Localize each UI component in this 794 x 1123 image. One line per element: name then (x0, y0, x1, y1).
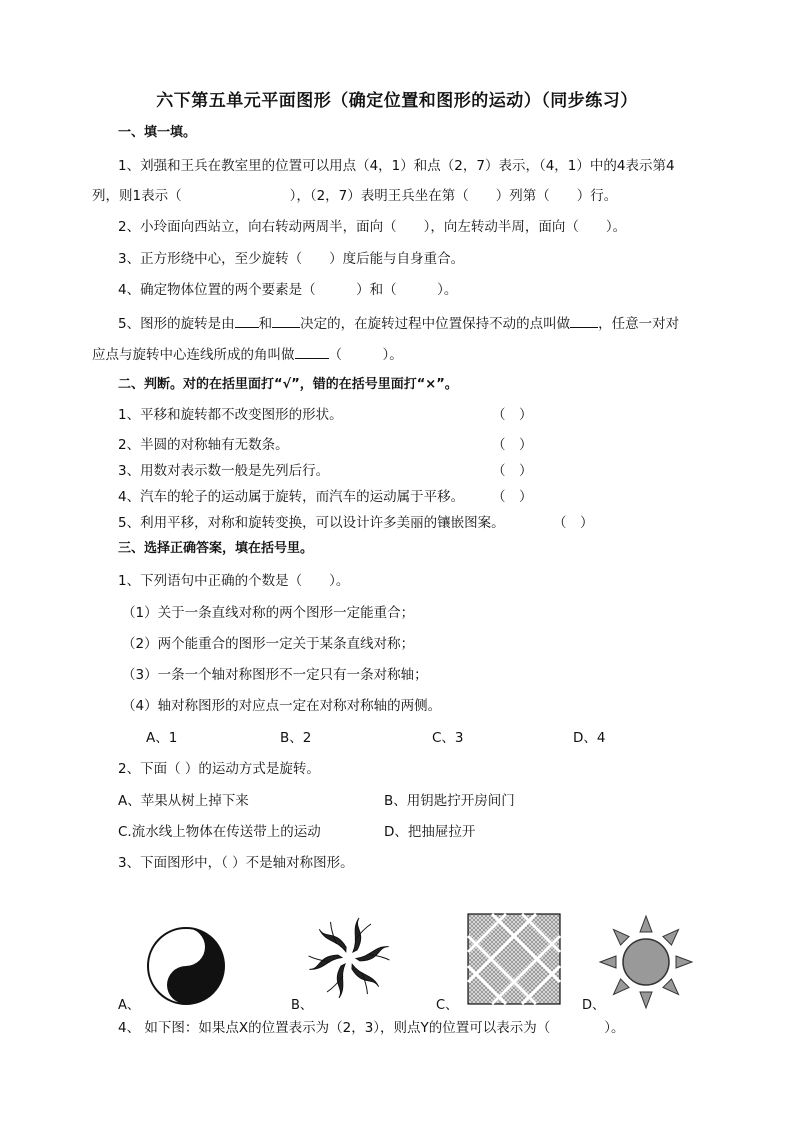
s1-q5-line2 (92, 344, 403, 364)
s1-q1-line2: 列，则1表示（ ），（2，7）表明王兵坐在第（ ）列第（ ）行。 (92, 188, 618, 204)
s2-item-1-paren[interactable]: （ ） (492, 407, 533, 423)
s3-q1: 1、下列语句中正确的个数是（ ）。 (118, 573, 350, 589)
s1-q5-line1 (118, 313, 679, 333)
s3-q2: 2、下面（ ）的运动方式是旋转。 (118, 761, 320, 777)
sun-figure (598, 914, 694, 1010)
s2-item-2: 2、半圆的对称轴有无数条。 (118, 437, 289, 453)
section3-heading: 三、选择正确答案，填在括号里。 (118, 541, 314, 556)
s2-item-4-paren[interactable]: （ ） (492, 489, 533, 505)
answer-blank[interactable] (570, 313, 598, 328)
page-title: 六下第五单元平面图形（确定位置和图形的运动）（同步练习） (156, 91, 638, 111)
s3-q2-option-b[interactable]: B、用钥匙拧开房间门 (384, 793, 515, 809)
s3-q1-option-b[interactable]: B、2 (280, 730, 312, 746)
answer-blank[interactable] (272, 313, 300, 328)
s1-q1-line1: 1、刘强和王兵在教室里的位置可以用点（4，1）和点（2，7）表示，（4，1）中的4表示第4 (118, 158, 675, 174)
s2-item-2-paren[interactable]: （ ） (492, 437, 533, 453)
section2-heading: 二、判断。对的在括里面打“√”，错的在括号里面打“×”。 (118, 377, 458, 392)
s3-q1-statement-2: （2）两个能重合的图形一定关于某条直线对称； (122, 636, 415, 652)
s3-q3-option-d[interactable]: D、 (582, 998, 606, 1013)
s3-q1-statement-1: （1）关于一条直线对称的两个图形一定能重合； (122, 605, 415, 621)
s3-q2-option-c[interactable]: C.流水线上物体在传送带上的运动 (118, 824, 321, 840)
s1-q4: 4、确定物体位置的两个要素是（ ）和（ ）。 (118, 282, 458, 298)
s2-item-3-paren[interactable]: （ ） (492, 463, 533, 479)
s3-q3-option-a[interactable]: A、 (118, 998, 140, 1013)
s3-q1-statement-3: （3）一条一个轴对称图形不一定只有一条对称轴； (122, 667, 428, 683)
s1-q2: 2、小玲面向西站立，向右转动两周半，面向（ ），向左转动半周，面向（ ）。 (118, 219, 627, 235)
s1-q5-part-a: 5、图形的旋转是由 (118, 316, 235, 332)
s2-item-5: 5、利用平移，对称和旋转变换，可以设计许多美丽的镶嵌图案。 (118, 515, 505, 531)
s1-q5-part-c: 决定的，在旋转过程中位置保持不动的点叫做 (300, 316, 571, 332)
s2-item-5-paren[interactable]: （ ） (553, 515, 594, 531)
s1-q3: 3、正方形绕中心，至少旋转（ ）度后能与自身重合。 (118, 251, 465, 267)
s3-q3: 3、下面图形中，（ ）不是轴对称图形。 (118, 855, 354, 871)
s2-item-3: 3、用数对表示数一般是先列后行。 (118, 463, 330, 479)
section1-heading: 一、填一填。 (118, 125, 197, 140)
s3-q1-option-d[interactable]: D、4 (573, 730, 606, 746)
s3-q1-option-c[interactable]: C、3 (432, 730, 464, 746)
s1-q5-part-b: 和 (258, 316, 273, 332)
s1-q5-part-d: ，任意一对对 (598, 316, 680, 332)
s3-q4: 4、 如下图：如果点X的位置表示为（2，3），则点Y的位置可以表示为（ ）。 (118, 1020, 625, 1036)
yin-yang-figure (146, 926, 226, 1006)
diamond-lattice-figure (466, 912, 562, 1006)
s1-q5-line2-a: 应点与旋转中心连线所成的角叫做 (92, 347, 295, 363)
s3-q1-statement-4: （4）轴对称图形的对应点一定在对称对称轴的两侧。 (122, 698, 442, 714)
answer-blank[interactable] (295, 344, 329, 359)
s3-q3-option-c[interactable]: C、 (436, 998, 459, 1013)
s3-q3-option-b[interactable]: B、 (291, 998, 313, 1013)
swirl-petal-figure (305, 914, 393, 1002)
s1-q5-line2-b: （ ）。 (328, 347, 403, 363)
answer-blank[interactable] (235, 313, 259, 328)
s2-item-4: 4、汽车的轮子的运动属于旋转，而汽车的运动属于平移。 (118, 489, 465, 505)
s2-item-1: 1、平移和旋转都不改变图形的形状。 (118, 407, 343, 423)
s3-q2-option-a[interactable]: A、苹果从树上掉下来 (118, 793, 249, 809)
s3-q2-option-d[interactable]: D、把抽屉拉开 (384, 824, 476, 840)
s3-q1-option-a[interactable]: A、1 (146, 730, 178, 746)
